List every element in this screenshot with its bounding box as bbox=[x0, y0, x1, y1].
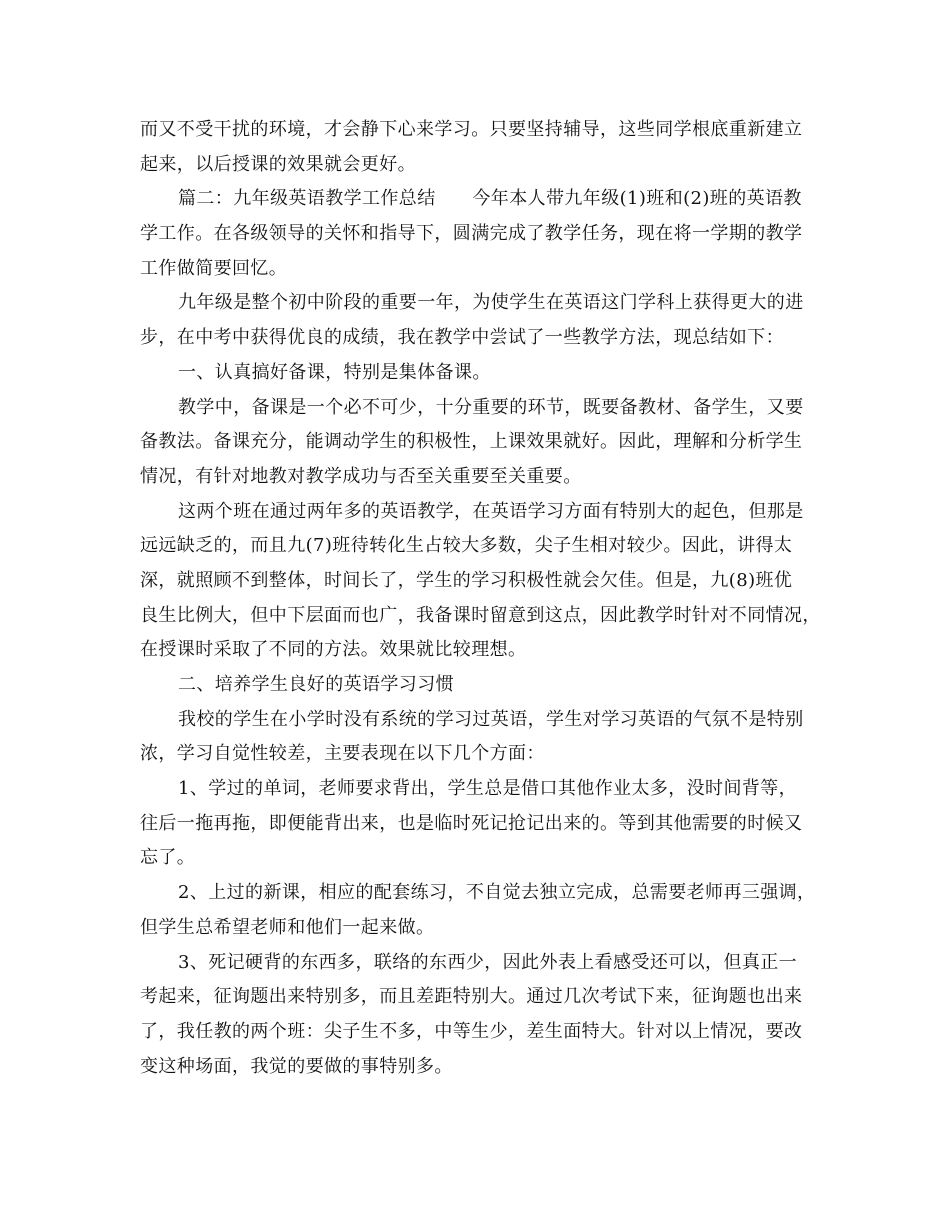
text-line: 远远缺乏的，而且九(7)班待转化生占较大多数，尖子生相对较少。因此，讲得太 bbox=[140, 535, 793, 557]
text-line: 但学生总希望老师和他们一起来做。 bbox=[140, 916, 435, 938]
text-line: 九年级是整个初中阶段的重要一年，为使学生在英语这门学科上获得更大的进 bbox=[178, 292, 804, 314]
list-item-2 bbox=[140, 876, 820, 945]
paragraph-1 bbox=[140, 113, 820, 182]
text-line: 2、上过的新课，相应的配套练习，不自觉去独立完成，总需要老师再三强调， bbox=[178, 882, 816, 904]
document-body bbox=[140, 113, 820, 1084]
text-line: 3、死记硬背的东西多，联络的东西少，因此外表上看感受还可以，但真正一 bbox=[178, 951, 798, 973]
text-line: 情况，有针对地教对教学成功与否至关重要至关重要。 bbox=[140, 465, 582, 487]
text-line: 往后一拖再拖，即便能背出来，也是临时死记抢记出来的。等到其他需要的时候又 bbox=[140, 812, 803, 834]
text-line: 工作做简要回忆。 bbox=[140, 257, 288, 279]
text-line: 起来，以后授课的效果就会更好。 bbox=[140, 153, 416, 175]
paragraph-5 bbox=[140, 391, 820, 495]
paragraph-8 bbox=[140, 703, 820, 772]
text-line: 忘了。 bbox=[140, 847, 196, 869]
text-line: 考起来，征询题出来特别多，而且差距特别大。通过几次考试下来，征询题也出来 bbox=[140, 986, 803, 1008]
text-line: 深，就照顾不到整体，时间长了，学生的学习积极性就会欠佳。但是，九(8)班优 bbox=[140, 569, 793, 591]
paragraph-3 bbox=[140, 286, 820, 355]
text-line: 了，我任教的两个班：尖子生不多，中等生少，差生面特大。针对以上情况，要改 bbox=[140, 1020, 803, 1042]
text-line: 我校的学生在小学时没有系统的学习过英语，学生对学习英语的气氛不是特别 bbox=[178, 708, 804, 730]
section-heading-2 bbox=[140, 668, 820, 703]
paragraph-6 bbox=[140, 495, 820, 668]
text-line: 1、学过的单词，老师要求背出，学生总是借口其他作业太多，没时间背等， bbox=[178, 778, 798, 800]
text-line: 变这种场面，我觉的要做的事特别多。 bbox=[140, 1055, 453, 1077]
text-line: 学工作。在各级领导的关怀和指导下，圆满完成了教学任务，现在将一学期的教学 bbox=[140, 223, 803, 245]
text-line: 篇二：九年级英语教学工作总结 今年本人带九年级(1)班和(2)班的英语教 bbox=[178, 188, 802, 210]
text-line: 这两个班在通过两年多的英语教学，在英语学习方面有特别大的起色，但那是 bbox=[178, 500, 804, 522]
text-line: 浓，学习自觉性较差，主要表现在以下几个方面： bbox=[140, 743, 545, 765]
paragraph-2 bbox=[140, 182, 820, 286]
text-line: 而又不受干扰的环境，才会静下心来学习。只要坚持辅导，这些同学根底重新建立 bbox=[140, 119, 803, 140]
text-line: 二、培养学生良好的英语学习习惯 bbox=[178, 674, 454, 695]
list-item-3 bbox=[140, 946, 820, 1085]
text-line: 步，在中考中获得优良的成绩，我在教学中尝试了一些教学方法，现总结如下： bbox=[140, 327, 784, 349]
text-line: 备教法。备课充分，能调动学生的积极性，上课效果就好。因此，理解和分析学生 bbox=[140, 431, 803, 453]
text-line: 在授课时采取了不同的方法。效果就比较理想。 bbox=[140, 639, 527, 661]
text-line: 一、认真搞好备课，特别是集体备课。 bbox=[178, 361, 491, 383]
list-item-1 bbox=[140, 772, 820, 876]
text-line: 教学中，备课是一个必不可少，十分重要的环节，既要备教材、备学生，又要 bbox=[178, 396, 804, 418]
section-heading-1 bbox=[140, 356, 820, 391]
text-line: 良生比例大，但中下层面而也广，我备课时留意到这点，因此教学时针对不同情况， bbox=[140, 604, 821, 626]
